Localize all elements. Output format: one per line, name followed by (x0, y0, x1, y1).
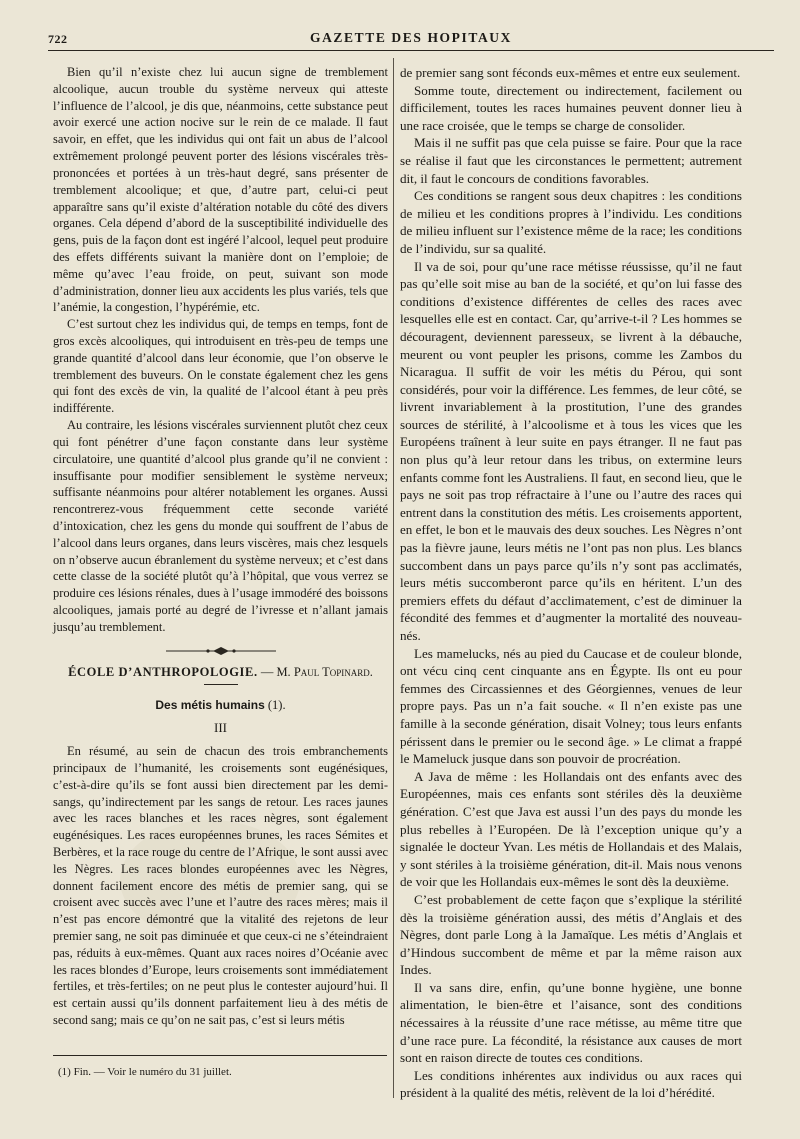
part-number: III (214, 720, 227, 736)
article-title-text: Des métis humains (155, 698, 265, 713)
short-divider (204, 684, 238, 685)
paragraph: C’est probablement de cette façon que s’explique la stérilité dès la troisième génération aussi, des métis d’Anglais et des Nègres, dont parle Long à la Jamaïque. Les métis d’Anglais et d’Hindous succombent de même et par la même raison aux Indes. (400, 891, 742, 978)
journal-title: GAZETTE DES HOPITAUX (309, 30, 513, 45)
paragraph: Bien qu’il n’existe chez lui aucun signe de tremblement alcoolique, aucun trouble du système nerveux qui atteste l’influence de l’alcool, je dis que, néanmoins, cette substance peut avoir exercé une action nocive sur le rein de ce malade. Il faut savoir, en effet, que les individus qui ont fait un abus de l’alcool extrêmement prolongé peuvent porter des lésions viscérales très-prononcées et portées à un très-haut degré, sans présenter de tremblement alcoolique; et que, d’autre part, celui-ci peut apparaître sans qu’il existe d’altération notable du côté des divers organes. Cela dépend d’abord de la susceptibilité individuelle des gens, puis de la façon dont est ingéré l’alcool, lequel peut produire des effets différents suivant la manière dont on l’emploie; de même qu’avec l’eau froide, on peut, suivant son mode d’administration, donner lieu aux accidents les plus variés, tels que l’anémie, la congestion, l’hypérémie, etc. (53, 65, 388, 315)
paragraph: Au contraire, les lésions viscérales surviennent plutôt chez ceux qui font pénétrer d’une façon constante dans leur système circulatoire, une quantité d’alcool plus grande qu’il ne convient : insuffisante pour modifier sensiblement le système nerveux; suffisante néanmoins pour altérer notablement les organes. Aussi rencontrerez-vous fréquemment cette seconde variété d’intoxication, chez les gens du monde qui souffrent de l’abus de l’alcool dans leurs organes, dans leurs viscères, mais chez lesquels on n’observe aucun ébranlement du système nerveux; et c’est dans cette classe de la société plutôt qu’à l’hôpital, que vous verrez se produire ces lésions rénales, dues à l’usage immodéré des boissons alcooliques, jamais porté au degré de l’ivresse et n’allant jamais jusqu’au tremblement. (53, 418, 388, 634)
paragraph: Les mamelucks, nés au pied du Caucase et de couleur blonde, ont vécu cinq cent cinquante ans en Égypte. Ils ont eu pour femmes des Circassiennes et des Géorgiennes, venues de leur propre pays. Pas un n’a fait souche. « Il n’en existe pas une famille à la seconde génération, disait Volney; tous leurs enfants périssent dans le premier ou le second âge. » Le climat a frappé le Mameluck jusque dans son pouvoir de procréation. (400, 645, 742, 767)
paragraph: C’est surtout chez les individus qui, de temps en temps, font de gros excès alcooliques, qui introduisent en très-peu de temps une grande quantité d’alcool dans leur économie, que l’on observe le tremblement des buveurs. On le constate également chez les gens qui font des excès de vin, la qualité de l’alcool étant à peu près indifférente. (53, 317, 388, 416)
right-column (400, 64, 742, 1102)
paragraph: Il va de soi, pour qu’une race métisse réussisse, qu’il ne faut pas qu’elle soit mise au ban de la société, et qu’on lui fasse des conditions d’existence différentes de celles des races avec lesquelles elle est en contact. Car, qu’arrive-t-il ? Les hommes se découragent, deviennent paresseux, se livrent à la débauche, meurent ou vont peupler les prisons, comme les Zambos du Nicaragua. Il suffit de voir les métis du Pérou, qui sont considérés, pour voir la différence. Les femmes, de leur côté, se livrent invariablement à la prostitution, l’une des grandes sources de stérilité, à l’alcoolisme et à tous les vices que les Européens traînent à leur suite en pays étranger. Il ne faut pas non plus qu’à leur retour dans les tribus, on extermine leurs enfants comme font les Australiens. Il faut, en second lieu, que le pays ne soit pas trop réfractaire à l’une ou l’autre des races qui entrent dans la constitution des métis. Les croisements apportent, en effet, le bon et le mauvais des deux souches. Les Nègres n’ont pas la fièvre jaune, leurs métis ne l’ont pas non plus. Les blancs succombent dans un pays parce qu’ils n’y sont pas acclimatés, leurs métis succomberont parce qu’ils en héritent. L’un des premiers effets du défaut d’acclimatement, c’est de diminuer la fécondité des femmes et d’augmenter la mortalité des nouveau-nés. (400, 258, 742, 643)
school-name: ÉCOLE D’ANTHROPOLOGIE. (68, 664, 258, 679)
footnote-ref: (1). (264, 698, 286, 713)
section-ornament (166, 646, 276, 656)
paragraph: Somme toute, directement ou indirectement, facilement ou difficilement, toutes les races humaines peuvent donner lieu à une race croisée, que le temps se charge de consolider. (400, 82, 742, 133)
paragraph: A Java de même : les Hollandais ont des enfants avec des Européennes, mais ces enfants sont stériles dès la deuxième génération. C’est que Java est aussi l’un des pays du monde les plus rebelles à l’Européen. De là l’exception unique qu’y a signalée le docteur Yvan. Les métis de Hollandais et des Malais, y sont stériles à la troisième génération, dit-il. Mais nous venons de voir que les Hollandais eux-mêmes le sont dès la deuxième. (400, 768, 742, 890)
section-heading (53, 664, 388, 681)
column-divider (393, 58, 394, 1098)
footnote-rule (53, 1055, 387, 1056)
article-title (53, 697, 388, 714)
left-column (53, 64, 388, 1029)
page-header (48, 28, 774, 51)
heading-dash: — M. (257, 664, 294, 679)
paragraph-continuation: de premier sang sont féconds eux-mêmes et entre eux seulement. (400, 65, 741, 80)
author-name: Paul Topinard. (293, 664, 373, 679)
paragraph: Ces conditions se rangent sous deux chapitres : les conditions de milieu et les conditions propres à l’individu. Les conditions de milieu influent sur l’existence même de la race; les conditions de l’individu, sur sa qualité. (400, 188, 742, 256)
paragraph: En résumé, au sein de chacun des trois embranchements principaux de l’humanité, les croisements sont eugénésiques, c’est-à-dire qu’ils se font aussi bien directement par les demi-sangs, qu’indirectement par les sangs de retour. Les races jaunes avec les races blanches et les races nègres, sont également eugénésiques. Les races européennes brunes, les races Sémites et Berbères, et la race rouge du centre de l’Afrique, le sont aussi avec les Nègres. Les races blondes européennes avec les Nègres, donnent facilement encore des métis de premier sang, qui se croisent avec succès avec l’une et l’autre des races mères; mais il n’est pas encore démontré que la vitalité des rejetons de leur premier sang, ne soit pas diminuée et que ceux-ci ne s’éteindraient pas, réduits à eux-mêmes. Quant aux races noires d’Océanie avec les races blondes d’Europe, leurs croisements sont immédiatement fertiles, et très-fertiles; on ne peut plus le contester aujourd’hui. Il est certain aussi qu’ils donnent parfaitement lieu à des métis de second sang; mais ce qu’on ne sait pas, c’est si leurs métis (53, 744, 388, 1028)
paragraph: Les conditions inhérentes aux individus ou aux races qui président à la qualité des métis, relèvent de la loi d’hérédité. (400, 1067, 742, 1101)
footnote: (1) Fin. — Voir le numéro du 31 juillet. (58, 1066, 232, 1078)
page-number: 722 (48, 32, 68, 46)
paragraph: Mais il ne suffit pas que cela puisse se faire. Pour que la race se réalise il faut que les circonstances le permettent; autrement dit, il faut le concours de conditions favorables. (400, 135, 742, 186)
paragraph: Il va sans dire, enfin, qu’une bonne hygiène, une bonne alimentation, le bien-être et l’aisance, sont des conditions nécessaires à la réussite d’une race métisse, au même titre que d’une race pure. La fécondité, la résistance aux causes de mort sont en raison directe de toutes ces conditions. (400, 979, 742, 1066)
